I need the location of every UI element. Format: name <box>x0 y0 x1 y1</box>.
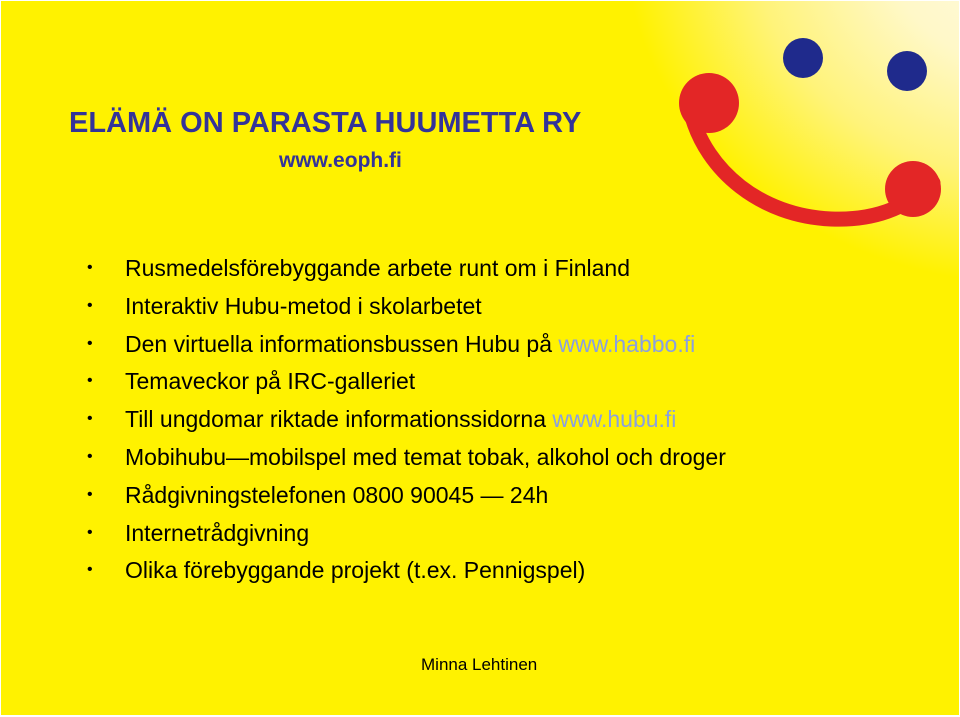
bullet-icon: • <box>87 561 93 579</box>
smile-arc <box>691 113 933 219</box>
bullet-icon: • <box>87 447 93 465</box>
bullet-icon: • <box>87 410 93 428</box>
bullet-icon: • <box>87 334 93 352</box>
slide-title: ELÄMÄ ON PARASTA HUUMETTA RY <box>69 107 582 139</box>
habbo-link[interactable]: www.habbo.fi <box>558 330 696 357</box>
bullet-item <box>87 289 726 327</box>
bullet-item <box>87 251 726 289</box>
footer-author: Minna Lehtinen <box>421 655 538 674</box>
bullet-icon: • <box>87 259 93 276</box>
bullet-text: Interaktiv Hubu-metod i skolarbetet <box>125 292 482 319</box>
bullet-item <box>87 553 726 591</box>
slide-subtitle-url[interactable]: www.eoph.fi <box>279 149 402 172</box>
red-dot-left <box>679 73 739 133</box>
bullet-item <box>87 327 726 365</box>
bullet-text: Internetrådgivning <box>125 519 310 546</box>
bullet-item <box>87 402 726 440</box>
hubu-link[interactable]: www.hubu.fi <box>552 406 677 433</box>
slide <box>1 1 959 715</box>
bullet-item <box>87 364 726 402</box>
bullet-text: Olika förebyggande projekt (t.ex. Pennigspel) <box>125 557 586 584</box>
bullet-text: Till ungdomar riktade informationssidorna <box>125 406 553 433</box>
bullet-text: Rusmedelsförebyggande arbete runt om i Finland <box>125 255 631 281</box>
bullet-text: Den virtuella informationsbussen Hubu på <box>125 330 559 357</box>
bullet-icon: • <box>87 485 93 503</box>
bullet-icon: • <box>87 296 93 314</box>
bullet-icon: • <box>87 523 93 541</box>
bullet-icon: • <box>87 372 93 390</box>
blue-dot-left <box>783 38 823 78</box>
bullet-item <box>87 478 726 516</box>
blue-dot-right <box>887 51 927 91</box>
bullet-text: Mobihubu—mobilspel med temat tobak, alkohol och droger <box>125 443 726 470</box>
bullet-list <box>87 251 726 591</box>
bullet-text: Rådgivningstelefonen 0800 90045 — 24h <box>125 481 549 508</box>
bullet-item <box>87 516 726 554</box>
bullet-item <box>87 440 726 478</box>
bullet-text: Temaveckor på IRC-galleriet <box>125 368 416 395</box>
red-dot-right <box>885 161 941 217</box>
